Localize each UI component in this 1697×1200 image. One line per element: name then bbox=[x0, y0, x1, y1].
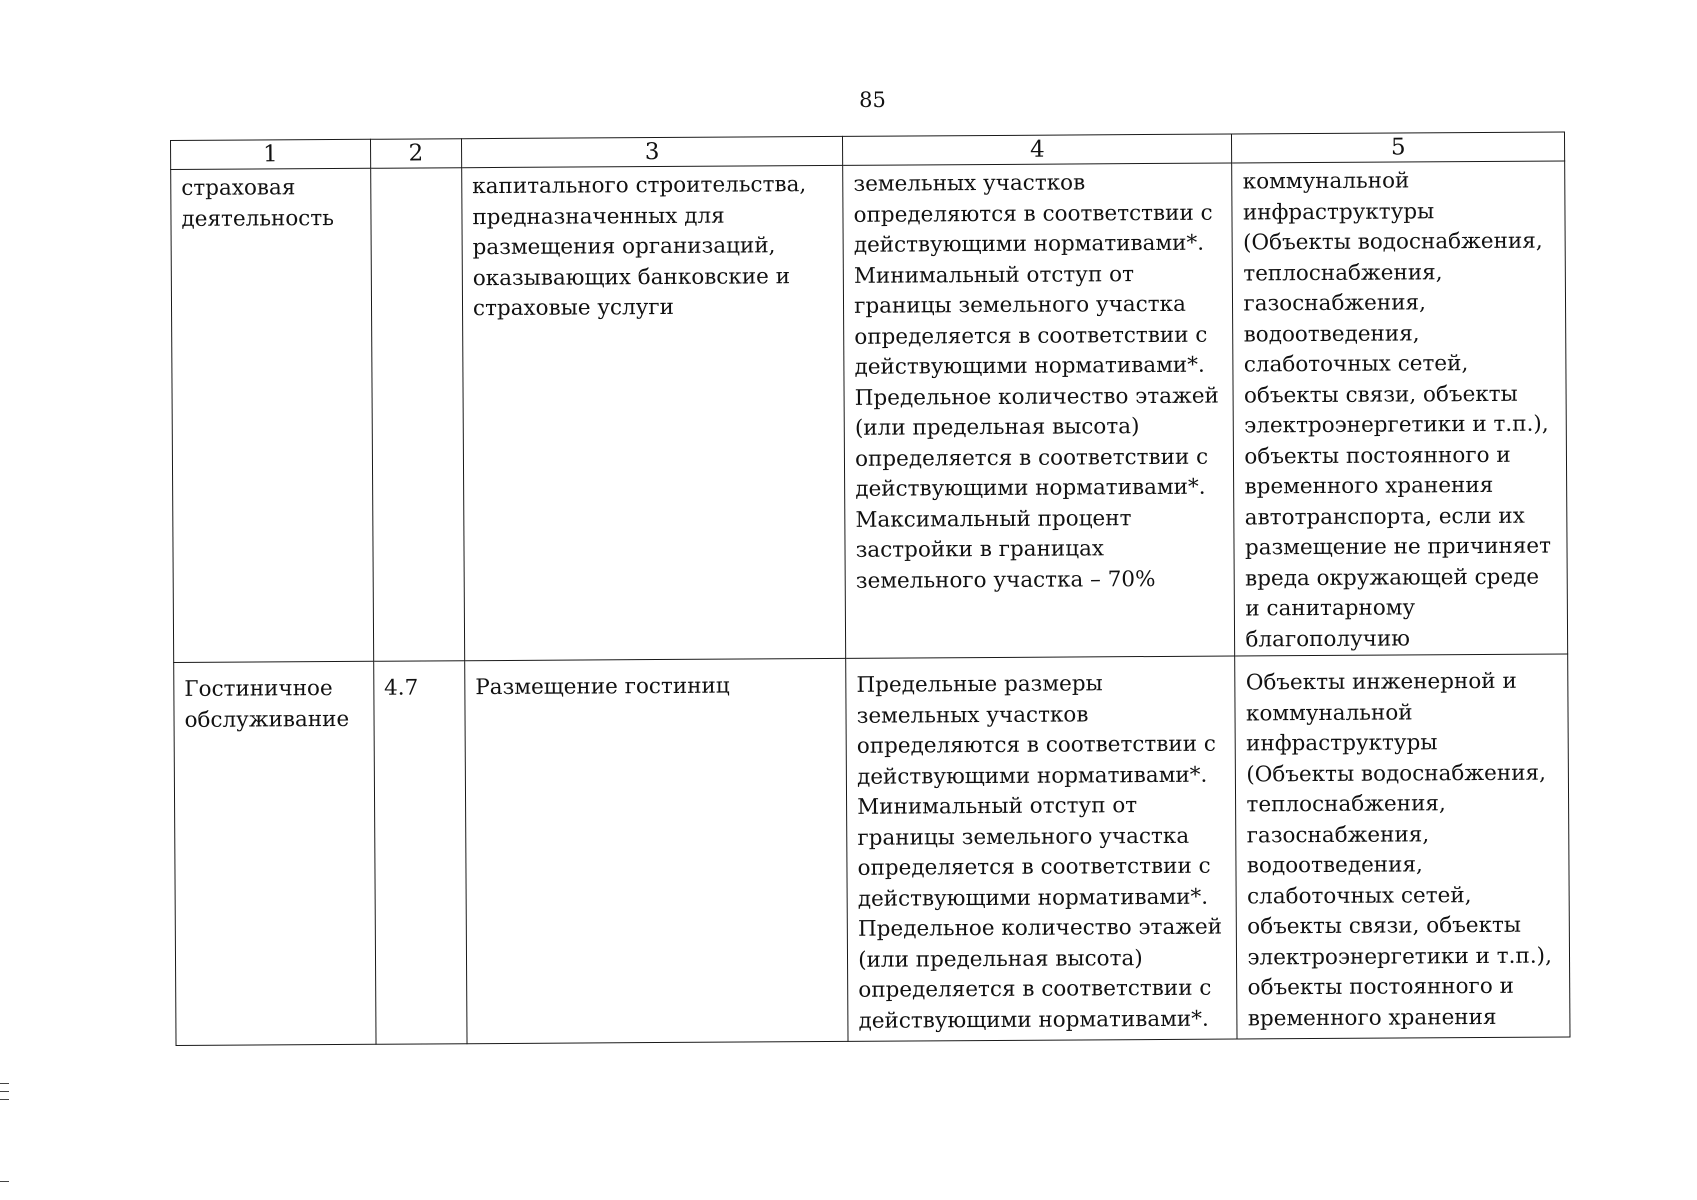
cell-use-type bbox=[174, 661, 376, 1045]
cell-description bbox=[465, 658, 849, 1043]
cell-code bbox=[370, 168, 464, 662]
cell-code bbox=[373, 661, 467, 1045]
cell-parameters bbox=[846, 656, 1238, 1041]
cell-auxiliary-uses bbox=[1235, 654, 1570, 1039]
page-number: 85 bbox=[859, 88, 886, 112]
scan-margin-mark bbox=[0, 1181, 9, 1182]
cell-text: капитального строительства, предназначенных для размещения организаций, оказывающих банковские и страховые услуги bbox=[472, 172, 807, 322]
table-row bbox=[171, 161, 1568, 663]
regulation-table bbox=[170, 131, 1571, 1046]
cell-text: Гостиничное обслуживание bbox=[184, 676, 350, 733]
cell-text: Предельные размеры земельных участков определяются в соответствии с действующими нормативами*. Минимальный отступ от границы земельного участка определяется в соответствии с действующими нормативами*. Предельное количество этажей (или предельная высота) определяется в соответствии с действующими нормативами*. bbox=[856, 671, 1223, 1034]
column-header-4: 4 bbox=[843, 134, 1232, 165]
cell-parameters bbox=[843, 163, 1235, 658]
column-header-3: 3 bbox=[461, 136, 842, 167]
cell-description bbox=[462, 165, 846, 660]
cell-text: Объекты инженерной и коммунальной инфраструктуры (Объекты водоснабжения, теплоснабжения, газоснабжения, водоотведения, слаботочных сетей, объекты связи, объекты электроэнергетики и т.п.), объекты постоянного и временного хранения bbox=[1245, 668, 1552, 1031]
scan-margin-mark bbox=[0, 1091, 9, 1092]
cell-use-type bbox=[171, 168, 374, 662]
cell-text: земельных участков определяются в соответствии с действующими нормативами*. Минимальный отступ от границы земельного участка определяется в соответствии с действующими нормативами*. Предельное количество этажей (или предельная высота) определяется в соответствии с действующими нормативами*. Максимальный процент застройки в границах земельного участка – 70% bbox=[853, 170, 1219, 594]
table-row bbox=[174, 654, 1570, 1046]
cell-text: коммунальной инфраструктуры (Объекты водоснабжения, теплоснабжения, газоснабжения, водоотведения, слаботочных сетей, объекты связи, объекты электроэнергетики и т.п.), объекты постоянного и временного хранения автотранспорта, если их размещение не причиняет вреда окружающей среде и санитарному благополучию bbox=[1242, 168, 1552, 652]
column-header-2: 2 bbox=[370, 139, 461, 169]
cell-text: страховая деятельность bbox=[181, 175, 334, 232]
column-header-5: 5 bbox=[1232, 132, 1565, 163]
scan-margin-mark bbox=[0, 1083, 9, 1084]
cell-text: 4.7 bbox=[383, 675, 419, 701]
cell-text: Размещение гостиниц bbox=[475, 673, 730, 701]
column-header-1: 1 bbox=[171, 139, 371, 169]
cell-auxiliary-uses bbox=[1232, 161, 1568, 656]
scan-margin-mark bbox=[0, 1099, 9, 1100]
